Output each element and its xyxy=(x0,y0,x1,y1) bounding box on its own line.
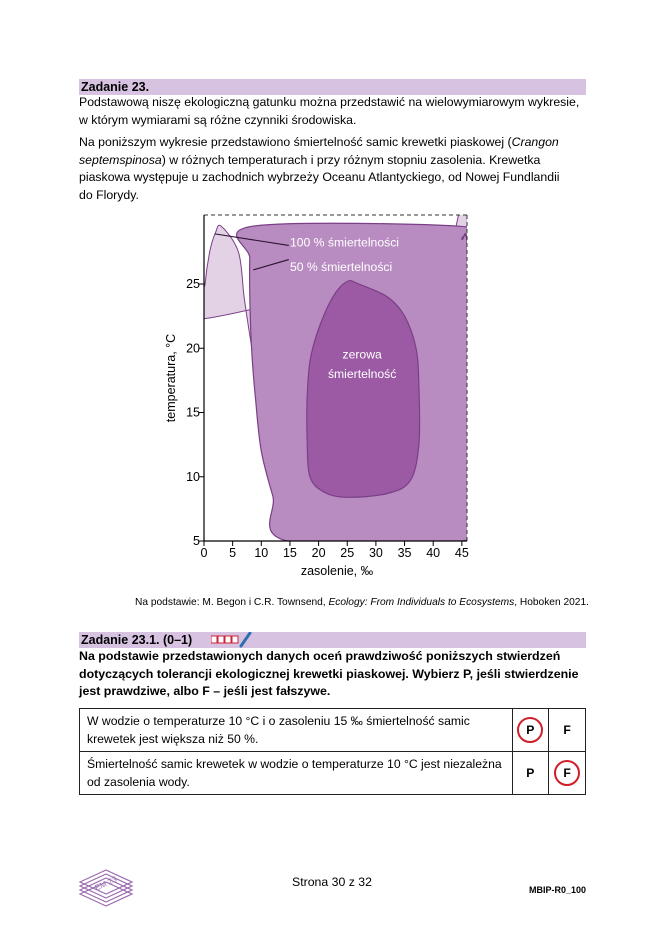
statement-1-option-p[interactable] xyxy=(512,709,549,752)
scoring-icon xyxy=(211,632,255,648)
x-tick-label: 25 xyxy=(340,546,355,560)
label-100-mortality: 100 % śmiertelności xyxy=(289,235,400,250)
y-tick-label: 25 xyxy=(186,277,200,291)
intro-line-2: w którym wymiarami są różne czynniki środowiska. xyxy=(79,112,357,127)
exam-code: MBIP-R0_100 xyxy=(528,885,586,895)
instruction-line-2: dotyczących tolerancji ekologicznej krewetki piaskowej. Wybierz P, jeśli stwierdzenie xyxy=(79,666,579,681)
statement-2-option-f[interactable] xyxy=(549,752,586,795)
statement-1-option-f[interactable]: F xyxy=(549,709,586,752)
x-tick-label: 10 xyxy=(254,546,269,560)
instruction-line-3: jest prawdziwe, albo F – jeśli jest fałszywe. xyxy=(79,684,331,698)
x-tick-label: 0 xyxy=(200,546,208,560)
task-title: Zadanie 23. xyxy=(81,80,150,94)
intro-line-1: Podstawową niszę ekologiczną gatunku można przedstawić na wielowymiarowym wykresie, xyxy=(79,95,580,109)
y-tick-label: 10 xyxy=(186,469,200,484)
true-false-table xyxy=(79,708,586,795)
desc-line-2: septemspinosa) w różnych temperaturach i przy różnym stopniu zasolenia. Krewetka xyxy=(79,152,541,167)
statement-2-option-p[interactable]: P xyxy=(512,752,549,795)
label-50-mortality: 50 % śmiertelności xyxy=(289,260,393,275)
source-caption: Na podstawie: M. Begon i C.R. Townsend, Ecology: From Individuals to Ecosystems, Hoboken 2021. xyxy=(135,597,589,608)
y-tick-label: 20 xyxy=(186,341,200,356)
subtask-title: Zadanie 23.1. (0–1) xyxy=(81,633,193,647)
logo-text: EM 23 xyxy=(93,874,119,893)
x-tick-label: 20 xyxy=(311,546,326,560)
y-axis-label: temperatura, °C xyxy=(164,333,178,423)
selected-mark: F xyxy=(554,760,580,786)
x-tick-label: 15 xyxy=(282,546,297,560)
y-tick-label: 15 xyxy=(186,405,200,420)
statement-2-text: Śmiertelność samic krewetek w wodzie o temperaturze 10 °C jest niezależna od zasolenia wody. xyxy=(80,752,513,795)
statement-row-1 xyxy=(80,709,586,752)
x-axis-label: zasolenie, ‰ xyxy=(300,564,374,578)
y-tick-label: 5 xyxy=(193,534,200,548)
instruction-line-1: Na podstawie przedstawionych danych oceń prawdziwość poniższych stwierdzeń xyxy=(79,649,561,663)
x-tick-label: 30 xyxy=(368,546,383,560)
desc-line-1: Na poniższym wykresie przedstawiono śmiertelność samic krewetki piaskowej (Crangon xyxy=(79,135,559,149)
desc-line-3: piaskowa występuje u zachodnich wybrzeży Oceanu Atlantyckiego, od Nowej Fundlandii xyxy=(79,170,560,184)
x-tick-label: 5 xyxy=(229,546,237,560)
desc-line-4: do Florydy. xyxy=(79,187,139,202)
statement-1-text: W wodzie o temperaturze 10 °C i o zasoleniu 15 ‰ śmiertelność samic krewetek jest większa niż 50 %. xyxy=(80,709,513,752)
x-tick-label: 35 xyxy=(397,546,412,560)
x-tick-label: 40 xyxy=(426,546,441,560)
page-number: Strona 30 z 32 xyxy=(292,875,372,889)
label-zero-mortality-2: śmiertelność xyxy=(327,366,397,381)
x-tick-label: 45 xyxy=(454,546,469,560)
label-zero-mortality-1: zerowa xyxy=(342,347,382,362)
selected-mark: P xyxy=(517,717,543,743)
subtask-instruction xyxy=(79,648,589,701)
statement-row-2 xyxy=(80,752,586,795)
